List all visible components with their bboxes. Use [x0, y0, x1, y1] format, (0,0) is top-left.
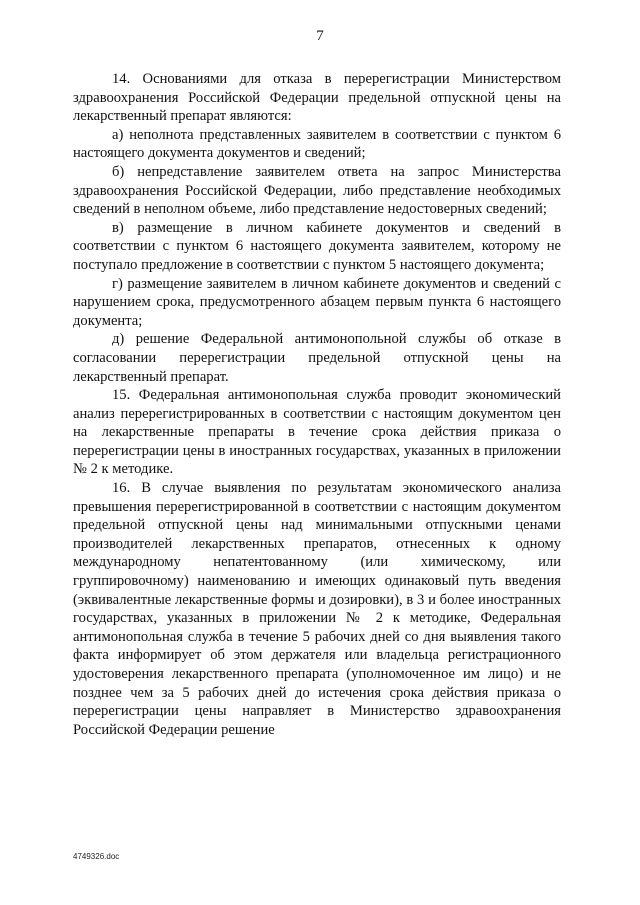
document-body: [73, 70, 561, 739]
paragraph-14d: д) решение Федеральной антимонопольной службы об отказе в согласовании перерегистрации предельной отпускной цены на лекарственный препарат.: [73, 331, 561, 385]
paragraph-14a: а) неполнота представленных заявителем в соответствии с пунктом 6 настоящего документа документов и сведений;: [73, 126, 561, 162]
paragraph-14g: г) размещение заявителем в личном кабинете документов и сведений с нарушением срока, предусмотренного абзацем первым пункта 6 настоящего документа;: [73, 275, 561, 329]
paragraph-14v: в) размещение в личном кабинете документов и сведений в соответствии с пунктом 6 настоящего документа заявителем, которому не поступало предложение в соответствии с пунктом 5 настоящего документа;: [73, 219, 561, 273]
page-number: 7: [316, 28, 324, 44]
paragraph-16: 16. В случае выявления по результатам экономического анализа превышения перерегистрированной в соответствии с настоящим документом предельной отпускной цены над минимальными отпускными ценами производителей лекарственных препаратов, отнесенных к одному международному непатентованному (или химическому, или группировочному) наименованию и имеющих одинаковый путь введения (эквивалентные лекарственные формы и дозировки), в 3 и более иностранных государствах, указанных в приложении № 2 к методике, Федеральная антимонопольная служба в течение 5 рабочих дней со дня выявления такого факта информирует об этом держателя или владельца регистрационного удостоверения лекарственного препарата (уполномоченное им лицо) и не позднее чем за 5 рабочих дней до истечения срока действия приказа о перерегистрации цены направляет в Министерство здравоохранения Российской Федерации решение: [73, 480, 561, 738]
paragraph-14b: б) непредставление заявителем ответа на запрос Министерства здравоохранения Российской Федерации, либо представление необходимых сведений в неполном объеме, либо представление недостоверных сведений;: [73, 163, 561, 218]
paragraph-14: 14. Основаниями для отказа в перерегистрации Министерством здравоохранения Российской Федерации предельной отпускной цены на лекарственный препарат являются:: [73, 71, 561, 125]
paragraph-15: 15. Федеральная антимонопольная служба проводит экономический анализ перерегистрированных в соответствии с настоящим документом цен на лекарственные препараты в течение срока действия приказа о перерегистрации цены в иностранных государствах, указанных в приложении № 2 к методике.: [73, 387, 561, 478]
file-name-footer: 4749326.doc: [73, 852, 120, 861]
